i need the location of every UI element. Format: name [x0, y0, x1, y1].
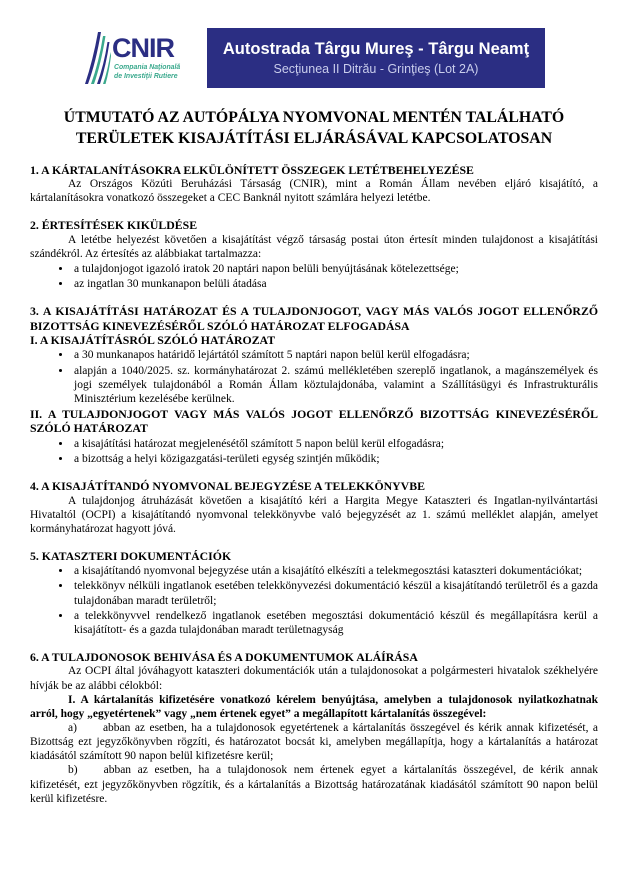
- bullet-item: • az ingatlan 30 munkanapon belüli átadása: [72, 277, 598, 291]
- item-label: a): [68, 721, 77, 734]
- subsection-heading: I. A KISAJÁTÍTÁSRÓL SZÓLÓ HATÁROZAT: [30, 333, 276, 348]
- paragraph: Az Országos Közúti Beruházási Társaság (CNIR), mint a Román Állam nevében eljáró kisajátító, a kártalanításokra vonatkozó összegeket a CEC Banknál nyitott számlára helyezi letétbe.: [30, 178, 598, 205]
- logo-subtitle-line2: de Investiţii Rutiere: [114, 72, 178, 80]
- list-item-a: [30, 721, 598, 763]
- logo-text: [112, 32, 181, 82]
- bullet-item: • a tulajdonjogot igazoló iratok 20 naptári napon belüli benyújtásának kötelezettsége;: [72, 262, 598, 276]
- section-heading: 3. A KISAJÁTÍTÁSI HATÁROZAT ÉS A TULAJDONJOGOT, VAGY MÁS VALÓS JOGOT ELLENŐRZŐ BIZOTTSÁG KINEVEZÉSÉRŐL SZÓLÓ HATÁROZAT ELFOGADÁSA: [30, 304, 598, 333]
- logo-wordmark: CNIR: [112, 32, 174, 63]
- section-heading: 4. A KISAJÁTÍTANDÓ NYOMVONAL BEJEGYZÉSE A TELEKKÖNYVBE: [30, 479, 425, 494]
- document-header: [85, 28, 545, 88]
- banner-subtitle: Secţiunea II Ditrău - Grinţieş (Lot 2A): [273, 62, 479, 76]
- bullet-list: [30, 348, 598, 406]
- bullet-item: • telekkönyv nélküli ingatlanok esetében telekkönyvezési dokumentáció készül a kisajátítandó területről és a gazda tulajdonában maradt területről;: [72, 579, 598, 607]
- section-heading: 1. A KÁRTALANÍTÁSOKRA ELKÜLÖNÍTETT ÖSSZEGEK LETÉTBEHELYEZÉSE: [30, 162, 474, 177]
- section-owner-summons: [30, 650, 598, 806]
- project-banner: [207, 28, 545, 88]
- bullet-list: [30, 262, 598, 291]
- request-paragraph: I. A kártalanítás kifizetésére vonatkozó kérelem benyújtása, amelyben a tulajdonosok nyilatkozhatnak arról, hogy „egyetértenek” vagy „nem értenek egyet” a megállapított kártalanítás összegével:: [30, 693, 598, 720]
- item-label: b): [68, 764, 78, 777]
- document-title: ÚTMUTATÓ AZ AUTÓPÁLYA NYOMVONAL MENTÉN TALÁLHATÓ TERÜLETEK KISAJÁTÍTÁSI ELJÁRÁSÁVAL KAPCSOLATOSAN: [63, 109, 565, 147]
- list-item-b: [30, 763, 598, 805]
- bullet-item: • a kisajátítandó nyomvonal bejegyzése után a kisajátító elkészíti a telekmegosztási kataszteri dokumentációkat;: [72, 564, 598, 578]
- bullet-item: • a kisajátítási határozat megjelenésétől számított 5 napon belül kerül elfogadásra;: [72, 437, 598, 451]
- bullet-list: [30, 564, 598, 637]
- section-cadastral-docs: [30, 549, 598, 637]
- cnir-logo: [85, 28, 207, 88]
- road-stripes-icon: [85, 30, 111, 86]
- paragraph: Az OCPI által jóváhagyott kataszteri dokumentációk után a tulajdonosokat a polgármesteri hivatalok székhelyére hívják be az alábbi célokból:: [30, 665, 598, 692]
- subsection-heading: II. A TULAJDONJOGOT VAGY MÁS VALÓS JOGOT ELLENŐRZŐ BIZOTTSÁG KINEVEZÉSÉRŐL SZÓLÓ HATÁROZAT: [30, 407, 598, 436]
- bullet-item: • a 30 munkanapos határidő lejártától számított 5 naptári napon belül kerül elfogadásra;: [72, 348, 598, 362]
- section-heading: 6. A TULAJDONOSOK BEHIVÁSA ÉS A DOKUMENTUMOK ALÁÍRÁSA: [30, 650, 418, 665]
- section-heading: 2. ÉRTESÍTÉSEK KIKÜLDÉSE: [30, 218, 198, 233]
- item-text: abban az esetben, ha a tulajdonosok nem értenek egyet a kártalanítás összegével, de kérik annak kifizetését, ezt jegyzőkönyvben rögzítik, és a kártalanítás a Bizottság határozatának kiadásától számított 90 napon belül kerül kifizetésre.: [30, 764, 598, 805]
- section-deposit: [30, 163, 598, 206]
- item-text: abban az esetben, ha a tulajdonosok egyetértenek a kártalanítás összegével és kérik annak kifizetését, a Bizottság ezt jegyzőkönyvben rögzíti, és határozatot bocsát ki, amelyben megállapítja, hogy a kártalanítás a határozat kiadásától számított 90 napon belül kifizetésre kerül;: [30, 721, 598, 763]
- banner-title: Autostrada Târgu Mureş - Târgu Neamţ: [222, 40, 530, 58]
- paragraph: A letétbe helyezést követően a kisajátítást végző társaság postai úton értesít minden tulajdonost a kisajátítási szándékról. Az értesítés az alábbiakat tartalmazza:: [30, 233, 598, 260]
- section-decision: [30, 304, 598, 466]
- logo-subtitle: [114, 64, 180, 82]
- section-heading: 5. KATASZTERI DOKUMENTÁCIÓK: [30, 548, 232, 563]
- section-notifications: [30, 218, 598, 291]
- bullet-list: [30, 437, 598, 466]
- bullet-item: • a telekkönyvvel rendelkező ingatlanok esetében megosztási dokumentáció készül és megállapításra kerül a kisajátított- és a gazda tulajdonában maradt területnagyság: [72, 609, 598, 637]
- bullet-item: • a bizottság a helyi közigazgatási-területi egység szintjén működik;: [72, 452, 598, 466]
- logo-subtitle-line1: Compania Naţională: [114, 63, 181, 71]
- section-land-registry: [30, 479, 598, 536]
- bullet-item: • alapján a 1040/2025. sz. kormányhatározat 2. számú mellékletében szereplő ingatlanok, a magánszemélyek és jogi személyek tulajdonából a Román Állam köztulajdonába, valamint a Szállításügyi és Infrastrukturális Minisztérium kezelésébe kerülnek.: [72, 364, 598, 406]
- paragraph: A tulajdonjog átruházását követően a kisajátító kéri a Hargita Megye Kataszteri és Ingatlan-nyilvántartási Hivataltól (OCPI) a kisajátítandó nyomvonal telekkönyvbe való bejegyzését az 1. számú melléklet alapján, amelyet kormányhatározat hagyott jóvá.: [30, 494, 598, 535]
